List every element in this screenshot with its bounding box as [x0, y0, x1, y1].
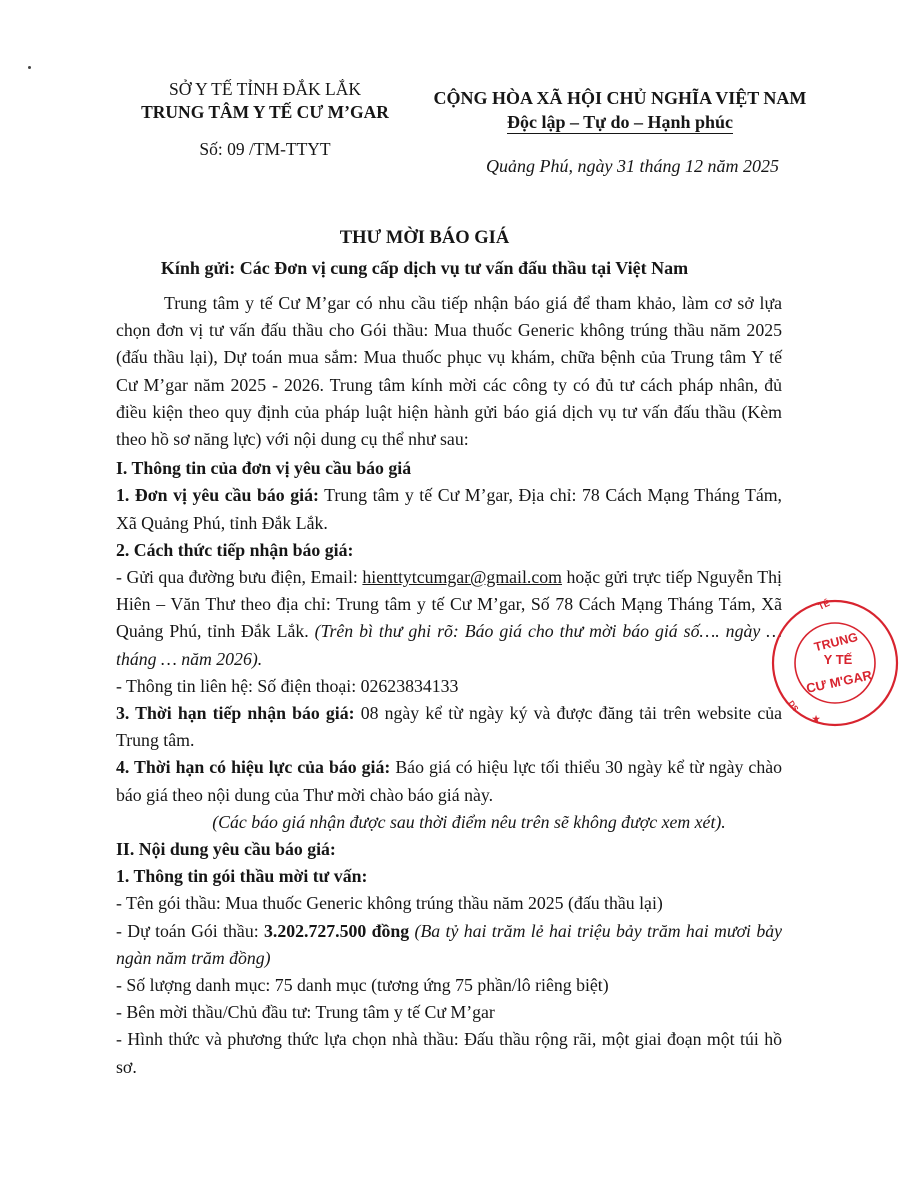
department-name: SỞ Y TẾ TỈNH ĐẮK LẮK	[168, 79, 361, 99]
seal-line-3: CƯ M'GAR	[804, 667, 874, 696]
item-2-post: hoặc gửi trực tiếp Nguyễn Thị Hiên – Văn Thư theo địa chỉ: Trung tâm y tế Cư M’gar, Số 78 Cách Mạng Tháng Tám, Xã Quảng Phú, tỉnh Đắk Lắk.	[116, 567, 782, 642]
item-2-pre: - Gửi qua đường bưu điện, Email:	[116, 567, 363, 588]
section-1-item-2-label: 2. Cách thức tiếp nhận báo giá:	[116, 539, 354, 560]
package-budget	[116, 918, 782, 972]
item-2-note: (Trên bì thư ghi rõ: Báo giá cho thư mời báo giá số…. ngày … tháng … năm 2026).	[116, 621, 782, 669]
deadline-note: (Các báo giá nhận được sau thời điểm nêu trên sẽ không được xem xét).	[212, 811, 726, 832]
budget-value: 3.202.727.500 đồng	[264, 920, 410, 941]
document-number: Số: 09 /TM-TTYT	[199, 139, 331, 159]
document-body	[116, 290, 782, 1081]
seal-line-2: Y TẾ	[823, 652, 853, 667]
document-date: Quảng Phú, ngày 31 tháng 12 năm 2025	[486, 156, 779, 176]
header-left	[100, 78, 430, 161]
intro-paragraph: Trung tâm y tế Cư M’gar có nhu cầu tiếp nhận báo giá để tham khảo, làm cơ sở lựa chọn đơn vị tư vấn đấu thầu cho Gói thầu: Mua thuốc Generic không trúng thầu năm 2025 (đấu thầu lại), Dự toán mua sắm: Mua thuốc phục vụ khám, chữa bệnh của Trung tâm Y tế Cư M’gar năm 2025 - 2026. Trung tâm kính mời các công ty có đủ tư cách pháp nhân, đủ điều kiện theo quy định của pháp luật hiện hành gửi báo giá dịch vụ tư vấn đấu thầu (Kèm theo hồ sơ năng lực) với nội dung cụ thể như sau:	[116, 293, 782, 450]
item-1-text: Trung tâm y tế Cư M’gar, Địa chỉ: 78 Cách Mạng Tháng Tám, Xã Quảng Phú, tỉnh Đắk Lắk.	[116, 485, 782, 533]
document-title: THƯ MỜI BÁO GIÁ	[339, 228, 510, 248]
package-owner: - Bên mời thầu/Chủ đầu tư: Trung tâm y tế Cư M’gar	[116, 1002, 495, 1023]
item-4-label: 4. Thời hạn có hiệu lực của báo giá:	[116, 757, 391, 778]
selection-method: - Hình thức và phương thức lựa chọn nhà thầu: Đấu thầu rộng rãi, một giai đoạn một túi hồ sơ.	[116, 1029, 782, 1077]
seal-side-text: DS	[786, 698, 801, 714]
budget-pre: - Dự toán Gói thầu:	[116, 920, 265, 941]
item-3-text: 08 ngày kể từ ngày ký và được đăng tải trên website của Trung tâm.	[116, 703, 783, 751]
section-2-heading: II. Nội dung yêu cầu báo giá:	[116, 839, 336, 860]
contact-info: - Thông tin liên hệ: Số điện thoại: 02623834133	[116, 675, 459, 696]
item-3-label: 3. Thời hạn tiếp nhận báo giá:	[116, 703, 355, 724]
seal-top-text: TẾ	[816, 597, 832, 612]
item-1-label: 1. Đơn vị yêu cầu báo giá:	[116, 485, 319, 506]
organization-name: TRUNG TÂM Y TẾ CƯ M’GAR	[141, 102, 389, 122]
budget-words: (Ba tỷ hai trăm lẻ hai triệu bảy trăm hai mươi bảy ngàn năm trăm đồng)	[116, 920, 782, 968]
national-title: CỘNG HÒA XÃ HỘI CHỦ NGHĨA VIỆT NAM	[433, 88, 807, 108]
package-name: - Tên gói thầu: Mua thuốc Generic không trúng thầu năm 2025 (đấu thầu lại)	[116, 893, 663, 914]
section-2-sub-1: 1. Thông tin gói thầu mời tư vấn:	[116, 866, 368, 887]
section-1-item-3	[116, 700, 782, 754]
email-link[interactable]: hienttytcumgar@gmail.com	[362, 567, 562, 588]
scan-mark	[28, 66, 31, 69]
seal-star: ★	[812, 714, 821, 724]
item-4-text: Báo giá có hiệu lực tối thiểu 30 ngày kể từ ngày chào báo giá theo nội dung của Thư mời chào báo giá này.	[116, 757, 782, 805]
seal-line-1: TRUNG	[812, 629, 860, 655]
section-1-heading: I. Thông tin của đơn vị yêu cầu báo giá	[116, 458, 412, 479]
item-count: - Số lượng danh mục: 75 danh mục (tương ứng 75 phần/lô riêng biệt)	[116, 975, 609, 996]
greeting: Kính gửi: Các Đơn vị cung cấp dịch vụ tư vấn đấu thầu tại Việt Nam	[160, 258, 689, 278]
header-right	[415, 86, 825, 134]
section-1-item-4	[116, 754, 782, 808]
national-motto	[415, 110, 825, 134]
section-1-item-2	[116, 564, 782, 673]
official-seal-icon	[770, 598, 900, 728]
section-1-item-1	[116, 482, 782, 536]
motto-text: Độc lập – Tự do – Hạnh phúc	[506, 112, 734, 132]
